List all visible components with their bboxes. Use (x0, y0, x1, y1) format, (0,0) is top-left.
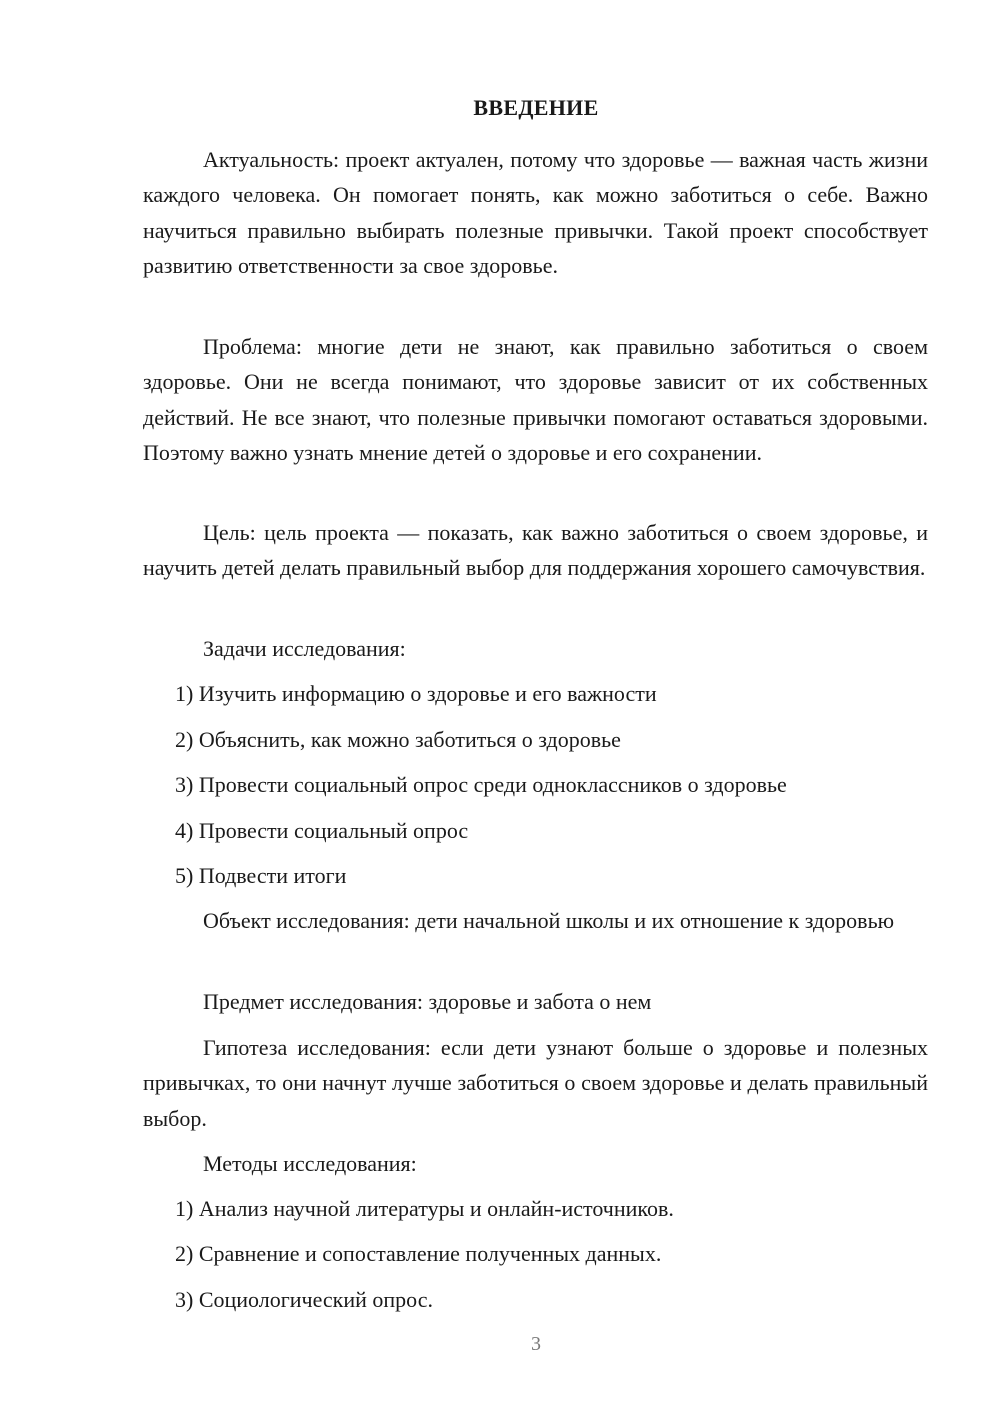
problem-paragraph: Проблема: многие дети не знают, как правильно заботиться о своем здоровье. Они не всегда понимают, что здоровье зависит от их собственных действий. Не все знают, что полезные привычки помогают оставаться здоровыми. Поэтому важно узнать мнение детей о здоровье и его сохранении. (143, 334, 928, 465)
tasks-list-block (143, 676, 928, 711)
object-paragraph: Объект исследования: дети начальной школы и их отношение к здоровью (203, 908, 895, 933)
object-block (143, 903, 928, 938)
goal-block (143, 515, 928, 586)
hypothesis-block (143, 1030, 928, 1136)
method-item-1: 1) Анализ научной литературы и онлайн-источников. (175, 1196, 674, 1221)
goal-paragraph: Цель: цель проекта — показать, как важно заботиться о своем здоровье, и научить детей делать правильный выбор для поддержания хорошего самочувствия. (143, 520, 928, 581)
relevance-block (143, 142, 928, 283)
tasks-heading: Задачи исследования: (203, 636, 406, 661)
page-title: ВВЕДЕНИЕ (473, 95, 599, 120)
methods-heading-block (143, 1146, 928, 1181)
methods-heading: Методы исследования: (203, 1151, 417, 1176)
method-item-3: 3) Социологический опрос. (175, 1287, 433, 1312)
problem-block (143, 329, 928, 470)
subject-block (143, 984, 928, 1019)
page-number: 3 (531, 1333, 541, 1355)
task-item-5: 5) Подвести итоги (175, 863, 347, 888)
method-item-2: 2) Сравнение и сопоставление полученных данных. (175, 1241, 662, 1266)
subject-paragraph: Предмет исследования: здоровье и забота о нем (203, 989, 652, 1014)
task-item-1: 1) Изучить информацию о здоровье и его важности (175, 681, 657, 706)
task-item-4: 4) Провести социальный опрос (175, 818, 469, 843)
task-item-3: 3) Провести социальный опрос среди одноклассников о здоровье (175, 772, 787, 797)
hypothesis-paragraph: Гипотеза исследования: если дети узнают больше о здоровье и полезных привычках, то они начнут лучше заботиться о своем здоровье и делать правильный выбор. (143, 1035, 928, 1131)
tasks-heading-block (143, 631, 928, 666)
task-item-2: 2) Объяснить, как можно заботиться о здоровье (175, 727, 621, 752)
relevance-paragraph: Актуальность: проект актуален, потому что здоровье — важная часть жизни каждого человека. Он помогает понять, как можно заботиться о себе. Важно научиться правильно выбирать полезные привычки. Такой проект способствует развитию ответственности за свое здоровье. (143, 147, 928, 278)
